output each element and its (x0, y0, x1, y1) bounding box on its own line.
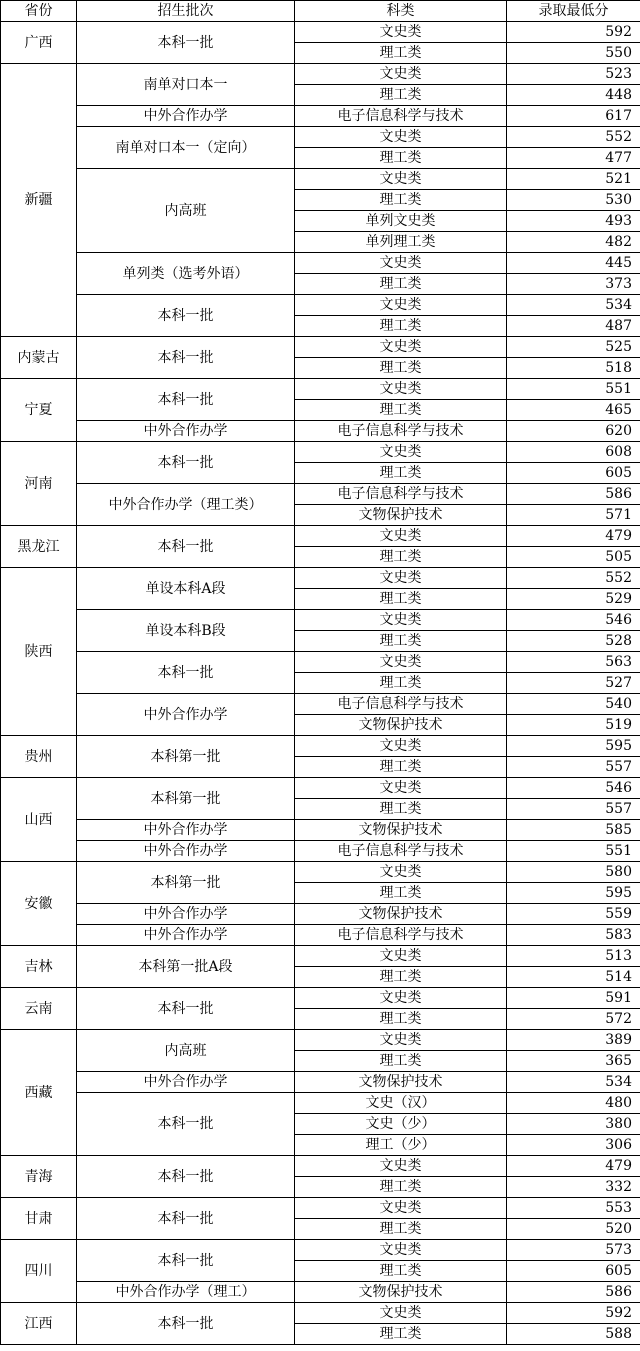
batch-cell: 本科一批 (77, 295, 295, 337)
batch-cell: 本科一批 (77, 1156, 295, 1198)
score-cell: 493 (507, 211, 640, 232)
score-cell: 523 (507, 64, 640, 85)
table-row (1, 568, 640, 589)
batch-cell: 本科一批 (77, 1303, 295, 1345)
batch-cell: 本科一批 (77, 379, 295, 421)
subject-cell: 文史类 (295, 64, 507, 85)
score-cell: 553 (507, 1198, 640, 1219)
score-cell: 588 (507, 1324, 640, 1345)
table-row (1, 253, 640, 274)
score-cell: 487 (507, 316, 640, 337)
batch-cell: 中外合作办学 (77, 841, 295, 862)
score-cell: 580 (507, 862, 640, 883)
subject-cell: 理工类 (295, 463, 507, 484)
subject-cell: 理工类 (295, 85, 507, 106)
score-cell: 552 (507, 568, 640, 589)
score-cell: 525 (507, 337, 640, 358)
score-cell: 465 (507, 400, 640, 421)
table-row (1, 946, 640, 967)
province-cell: 内蒙古 (1, 337, 77, 379)
batch-cell: 本科第一批 (77, 778, 295, 820)
table-row (1, 841, 640, 862)
subject-cell: 文史类 (295, 295, 507, 316)
subject-cell: 文物保护技术 (295, 1072, 507, 1093)
subject-cell: 理工类 (295, 1219, 507, 1240)
header-row (1, 1, 640, 22)
table-row (1, 778, 640, 799)
score-cell: 306 (507, 1135, 640, 1156)
subject-cell: 文物保护技术 (295, 820, 507, 841)
subject-cell: 理工类 (295, 43, 507, 64)
batch-cell: 本科一批 (77, 22, 295, 64)
score-cell: 380 (507, 1114, 640, 1135)
province-cell: 贵州 (1, 736, 77, 778)
subject-cell: 文史类 (295, 1030, 507, 1051)
batch-cell: 单列类（选考外语） (77, 253, 295, 295)
score-cell: 530 (507, 190, 640, 211)
subject-cell: 理工（少） (295, 1135, 507, 1156)
subject-cell: 文史类 (295, 1198, 507, 1219)
batch-cell: 南单对口本一（定向） (77, 127, 295, 169)
score-cell: 528 (507, 631, 640, 652)
score-cell: 552 (507, 127, 640, 148)
subject-cell: 电子信息科学与技术 (295, 484, 507, 505)
province-cell: 云南 (1, 988, 77, 1030)
subject-cell: 文史类 (295, 652, 507, 673)
subject-cell: 理工类 (295, 631, 507, 652)
batch-cell: 中外合作办学 (77, 421, 295, 442)
batch-cell: 本科一批 (77, 337, 295, 379)
score-cell: 480 (507, 1093, 640, 1114)
table-row (1, 1198, 640, 1219)
province-cell: 西藏 (1, 1030, 77, 1156)
subject-cell: 电子信息科学与技术 (295, 106, 507, 127)
province-cell: 四川 (1, 1240, 77, 1303)
table-row (1, 1282, 640, 1303)
province-cell: 河南 (1, 442, 77, 526)
subject-cell: 理工类 (295, 316, 507, 337)
score-cell: 591 (507, 988, 640, 1009)
subject-cell: 文史类 (295, 862, 507, 883)
subject-cell: 文史类 (295, 946, 507, 967)
header-subject: 科类 (295, 1, 507, 22)
score-cell: 373 (507, 274, 640, 295)
table-row (1, 1303, 640, 1324)
score-cell: 620 (507, 421, 640, 442)
subject-cell: 理工类 (295, 967, 507, 988)
score-cell: 605 (507, 1261, 640, 1282)
table-row (1, 337, 640, 358)
batch-cell: 内高班 (77, 169, 295, 253)
subject-cell: 文史类 (295, 778, 507, 799)
subject-cell: 文史类 (295, 568, 507, 589)
score-cell: 519 (507, 715, 640, 736)
subject-cell: 理工类 (295, 757, 507, 778)
table-row (1, 862, 640, 883)
table-row (1, 64, 640, 85)
table-row (1, 127, 640, 148)
batch-cell: 中外合作办学 (77, 106, 295, 127)
batch-cell: 中外合作办学 (77, 1072, 295, 1093)
table-row (1, 22, 640, 43)
score-cell: 563 (507, 652, 640, 673)
subject-cell: 文史类 (295, 988, 507, 1009)
table-row (1, 421, 640, 442)
score-cell: 571 (507, 505, 640, 526)
table-row (1, 1156, 640, 1177)
subject-cell: 电子信息科学与技术 (295, 694, 507, 715)
subject-cell: 理工类 (295, 1261, 507, 1282)
subject-cell: 电子信息科学与技术 (295, 421, 507, 442)
subject-cell: 文史类 (295, 253, 507, 274)
score-cell: 534 (507, 295, 640, 316)
score-cell: 513 (507, 946, 640, 967)
score-cell: 534 (507, 1072, 640, 1093)
score-cell: 585 (507, 820, 640, 841)
batch-cell: 中外合作办学 (77, 925, 295, 946)
province-cell: 陕西 (1, 568, 77, 736)
batch-cell: 本科一批 (77, 526, 295, 568)
score-cell: 557 (507, 799, 640, 820)
subject-cell: 文史（少） (295, 1114, 507, 1135)
batch-cell: 中外合作办学 (77, 820, 295, 841)
score-cell: 514 (507, 967, 640, 988)
score-cell: 365 (507, 1051, 640, 1072)
table-row (1, 904, 640, 925)
subject-cell: 单列理工类 (295, 232, 507, 253)
score-cell: 521 (507, 169, 640, 190)
batch-cell: 中外合作办学 (77, 904, 295, 925)
batch-cell: 本科一批 (77, 1198, 295, 1240)
score-cell: 573 (507, 1240, 640, 1261)
subject-cell: 理工类 (295, 358, 507, 379)
subject-cell: 文史（汉） (295, 1093, 507, 1114)
score-cell: 572 (507, 1009, 640, 1030)
batch-cell: 本科一批 (77, 1093, 295, 1156)
score-cell: 605 (507, 463, 640, 484)
batch-cell: 单设本科A段 (77, 568, 295, 610)
score-cell: 482 (507, 232, 640, 253)
header-batch: 招生批次 (77, 1, 295, 22)
score-cell: 595 (507, 736, 640, 757)
score-cell: 546 (507, 778, 640, 799)
table-row (1, 736, 640, 757)
batch-cell: 本科一批 (77, 442, 295, 484)
table-row (1, 442, 640, 463)
score-cell: 557 (507, 757, 640, 778)
table-row (1, 694, 640, 715)
subject-cell: 文史类 (295, 1240, 507, 1261)
province-cell: 广西 (1, 22, 77, 64)
subject-cell: 理工类 (295, 190, 507, 211)
score-cell: 479 (507, 1156, 640, 1177)
score-cell: 551 (507, 379, 640, 400)
score-cell: 608 (507, 442, 640, 463)
province-cell: 青海 (1, 1156, 77, 1198)
subject-cell: 文物保护技术 (295, 1282, 507, 1303)
score-cell: 448 (507, 85, 640, 106)
subject-cell: 理工类 (295, 547, 507, 568)
batch-cell: 本科一批 (77, 1240, 295, 1282)
table-row (1, 1240, 640, 1261)
score-cell: 389 (507, 1030, 640, 1051)
province-cell: 新疆 (1, 64, 77, 337)
table-row (1, 379, 640, 400)
score-cell: 529 (507, 589, 640, 610)
score-cell: 540 (507, 694, 640, 715)
score-cell: 550 (507, 43, 640, 64)
subject-cell: 理工类 (295, 274, 507, 295)
subject-cell: 文史类 (295, 337, 507, 358)
batch-cell: 本科一批 (77, 988, 295, 1030)
batch-cell: 中外合作办学 (77, 694, 295, 736)
subject-cell: 电子信息科学与技术 (295, 841, 507, 862)
subject-cell: 理工类 (295, 883, 507, 904)
score-cell: 505 (507, 547, 640, 568)
subject-cell: 理工类 (295, 400, 507, 421)
province-cell: 宁夏 (1, 379, 77, 442)
score-cell: 586 (507, 1282, 640, 1303)
subject-cell: 文史类 (295, 736, 507, 757)
table-row (1, 169, 640, 190)
subject-cell: 理工类 (295, 1009, 507, 1030)
province-cell: 安徽 (1, 862, 77, 946)
table-row (1, 106, 640, 127)
subject-cell: 文史类 (295, 169, 507, 190)
batch-cell: 单设本科B段 (77, 610, 295, 652)
table-row (1, 1072, 640, 1093)
batch-cell: 内高班 (77, 1030, 295, 1072)
score-cell: 332 (507, 1177, 640, 1198)
subject-cell: 文史类 (295, 379, 507, 400)
subject-cell: 单列文史类 (295, 211, 507, 232)
score-cell: 479 (507, 526, 640, 547)
table-row (1, 484, 640, 505)
subject-cell: 文史类 (295, 1156, 507, 1177)
subject-cell: 理工类 (295, 1051, 507, 1072)
batch-cell: 本科第一批 (77, 862, 295, 904)
header-min-score: 录取最低分 (507, 1, 640, 22)
table-row (1, 1030, 640, 1051)
score-cell: 583 (507, 925, 640, 946)
batch-cell: 本科一批 (77, 652, 295, 694)
table-row (1, 652, 640, 673)
subject-cell: 理工类 (295, 1177, 507, 1198)
header-province: 省份 (1, 1, 77, 22)
subject-cell: 理工类 (295, 673, 507, 694)
batch-cell: 中外合作办学（理工） (77, 1282, 295, 1303)
subject-cell: 文史类 (295, 1303, 507, 1324)
province-cell: 江西 (1, 1303, 77, 1345)
table-row (1, 1093, 640, 1114)
province-cell: 吉林 (1, 946, 77, 988)
score-cell: 592 (507, 1303, 640, 1324)
score-cell: 477 (507, 148, 640, 169)
score-cell: 527 (507, 673, 640, 694)
score-cell: 592 (507, 22, 640, 43)
subject-cell: 文物保护技术 (295, 904, 507, 925)
subject-cell: 理工类 (295, 1324, 507, 1345)
province-cell: 甘肃 (1, 1198, 77, 1240)
score-cell: 559 (507, 904, 640, 925)
table-row (1, 295, 640, 316)
batch-cell: 本科第一批 (77, 736, 295, 778)
table-row (1, 820, 640, 841)
score-cell: 445 (507, 253, 640, 274)
batch-cell: 中外合作办学（理工类） (77, 484, 295, 526)
subject-cell: 文史类 (295, 610, 507, 631)
table-body (1, 22, 640, 1345)
batch-cell: 南单对口本一 (77, 64, 295, 106)
subject-cell: 文史类 (295, 442, 507, 463)
score-cell: 586 (507, 484, 640, 505)
score-cell: 595 (507, 883, 640, 904)
subject-cell: 理工类 (295, 148, 507, 169)
subject-cell: 理工类 (295, 589, 507, 610)
subject-cell: 理工类 (295, 799, 507, 820)
batch-cell: 本科第一批A段 (77, 946, 295, 988)
score-cell: 518 (507, 358, 640, 379)
table-row (1, 610, 640, 631)
table-row (1, 925, 640, 946)
score-cell: 551 (507, 841, 640, 862)
table-row (1, 988, 640, 1009)
subject-cell: 文史类 (295, 526, 507, 547)
subject-cell: 文物保护技术 (295, 715, 507, 736)
subject-cell: 文史类 (295, 22, 507, 43)
table-row (1, 526, 640, 547)
subject-cell: 电子信息科学与技术 (295, 925, 507, 946)
subject-cell: 文物保护技术 (295, 505, 507, 526)
score-cell: 520 (507, 1219, 640, 1240)
province-cell: 黑龙江 (1, 526, 77, 568)
score-cell: 546 (507, 610, 640, 631)
subject-cell: 文史类 (295, 127, 507, 148)
province-cell: 山西 (1, 778, 77, 862)
score-cell: 617 (507, 106, 640, 127)
